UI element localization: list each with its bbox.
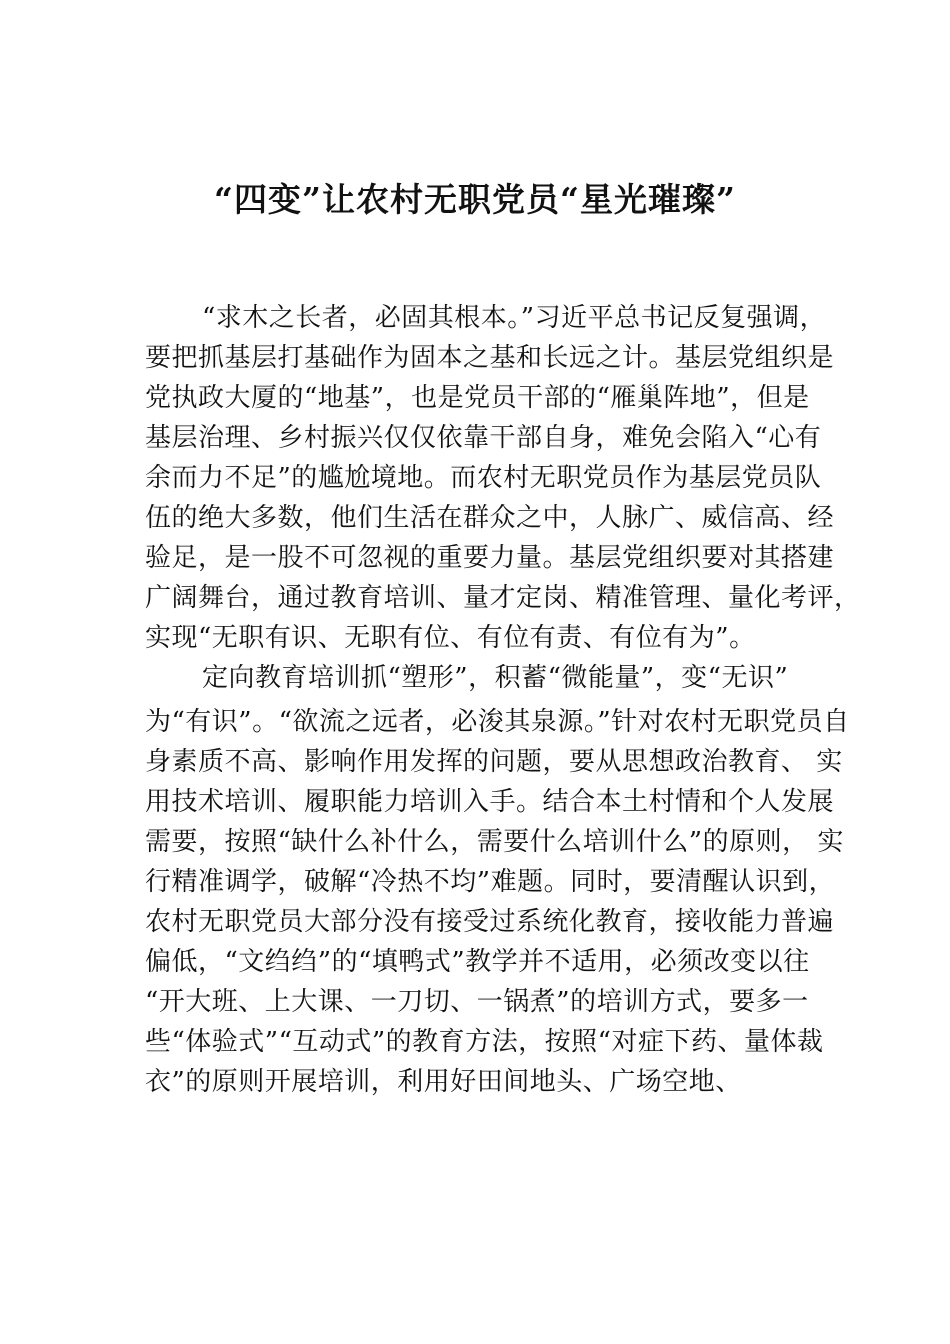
paragraph-2-line-4: 用技术培训、履职能力培训入手。结合本土村情和个人发展 bbox=[145, 787, 835, 817]
paragraph-1-line-1: “求木之长者，必固其根本。”习近平总书记反复强调， bbox=[202, 303, 827, 333]
paragraph-1-line-4: 基层治理、乡村振兴仅仅依靠干部自身，难免会陷入“心有 bbox=[145, 423, 822, 453]
paragraph-2-line-1: 定向教育培训抓“塑形”，积蓄“微能量”，变“无识” bbox=[202, 663, 789, 693]
document-title: “四变”让农村无职党员“星光璀璨” bbox=[214, 180, 736, 219]
paragraph-1-line-6: 伍的绝大多数，他们生活在群众之中，人脉广、威信高、经 bbox=[145, 503, 835, 533]
paragraph-1-line-8: 广阔舞台，通过教育培训、量才定岗、精准管理、量化考评， bbox=[145, 583, 861, 613]
paragraph-2-line-10: 些“体验式”“互动式”的教育方法，按照“对症下药、量体裁 bbox=[145, 1027, 824, 1057]
paragraph-2-line-9: “开大班、上大课、一刀切、一锅煮”的培训方式，要多一 bbox=[145, 987, 809, 1017]
paragraph-1-line-7: 验足，是一股不可忽视的重要力量。基层党组织要对其搭建 bbox=[145, 543, 835, 573]
paragraph-2-line-6: 行精准调学，破解“冷热不均”难题。同时，要清醒认识到， bbox=[145, 867, 836, 897]
paragraph-2-line-8: 偏低，“文绉绉”的“填鸭式”教学并不适用，必须改变以往 bbox=[145, 947, 810, 977]
paragraph-1-line-2: 要把抓基层打基础作为固本之基和长远之计。基层党组织是 bbox=[145, 343, 835, 373]
paragraph-2-line-2: 为“有识”。“欲流之远者，必浚其泉源。”针对农村无职党员自 bbox=[145, 707, 850, 737]
paragraph-2-line-3: 身素质不高、影响作用发挥的问题，要从思想政治教育、 实 bbox=[145, 747, 843, 777]
document-body bbox=[145, 298, 861, 1102]
paragraph-2-line-11: 衣”的原则开展培训，利用好田间地头、广场空地、 bbox=[145, 1067, 742, 1097]
paragraph-1-line-5: 余而力不足”的尴尬境地。而农村无职党员作为基层党员队 bbox=[145, 463, 822, 493]
paragraph-2-line-5: 需要，按照“缺什么补什么，需要什么培训什么”的原则， 实 bbox=[145, 827, 844, 857]
paragraph-2-line-7: 农村无职党员大部分没有接受过系统化教育，接收能力普遍 bbox=[145, 907, 835, 937]
paragraph-1-line-9: 实现“无职有识、无职有位、有位有责、有位有为”。 bbox=[145, 623, 756, 653]
paragraph-1-line-3: 党执政大厦的“地基”，也是党员干部的“雁巢阵地”，但是 bbox=[145, 383, 810, 413]
